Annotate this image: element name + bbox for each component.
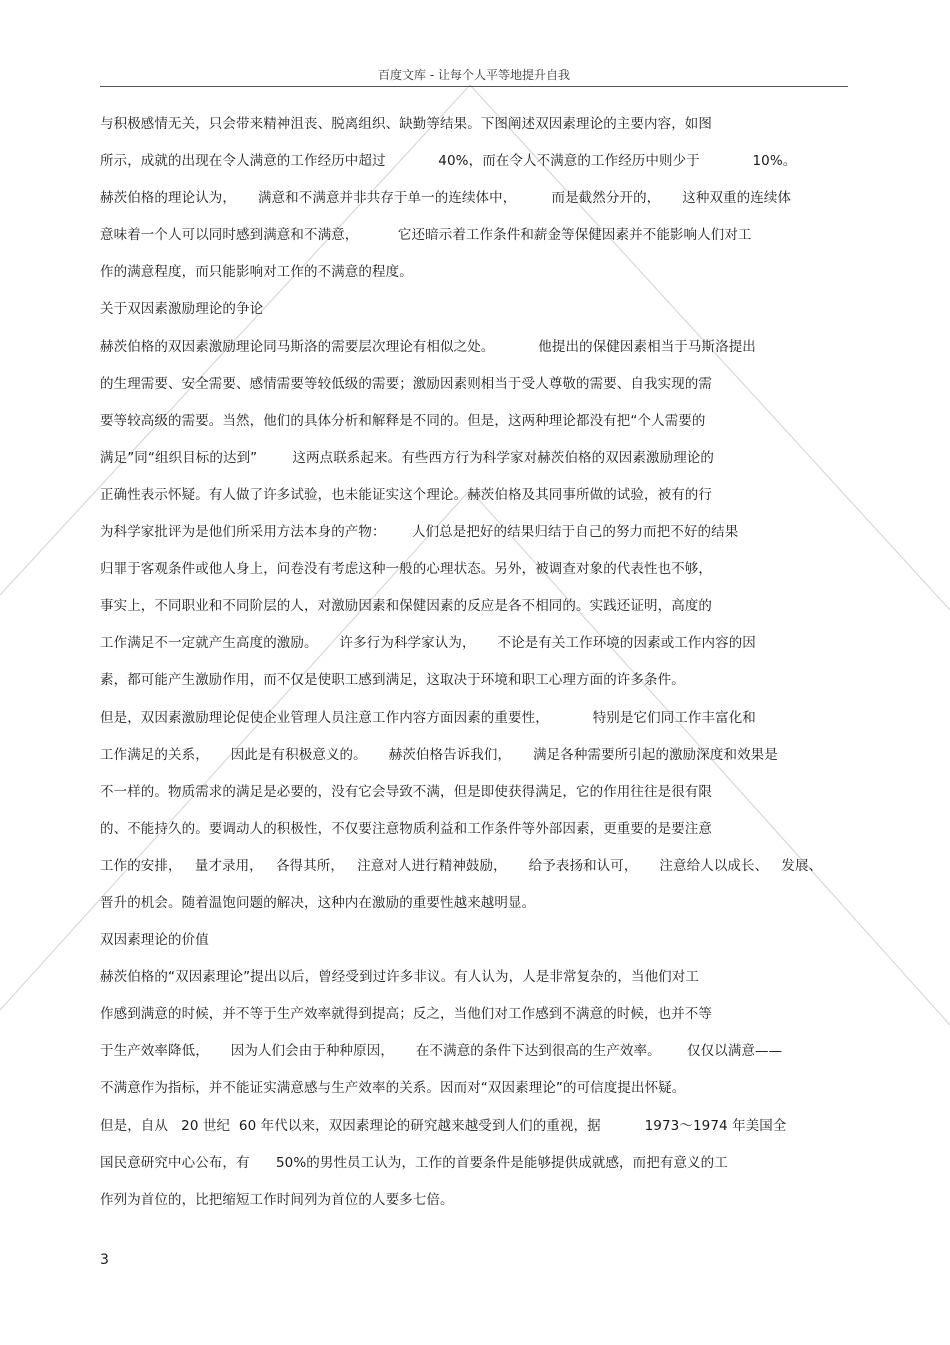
text-line: 正确性表示怀疑。有人做了许多试验，也未能证实这个理论。赫茨伯格及其同事所做的试验，被有的行 [100, 486, 712, 503]
text-line: 但是，双因素激励理论促使企业管理人员注意工作内容方面因素的重要性， 特别是它们同工作丰富化和 [100, 709, 756, 726]
text-line: 作感到满意的时候，并不等于生产效率就得到提高；反之，当他们对工作感到不满意的时候，也并不等 [100, 1006, 712, 1023]
document-body [100, 112, 860, 1225]
section-heading: 关于双因素激励理论的争论 [100, 301, 264, 318]
text-line: 要等较高级的需要。当然，他们的具体分析和解释是不同的。但是，这两种理论都没有把“个人需要的 [100, 412, 706, 429]
page-header: 百度文库 - 让每个人平等地提升自我 [378, 68, 570, 82]
text-line: 不满意作为指标，并不能证实满意感与生产效率的关系。因而对“双因素理论”的可信度提出怀疑。 [100, 1080, 686, 1097]
text-line: 赫茨伯格的“双因素理论”提出以后，曾经受到过许多非议。有人认为，人是非常复杂的，当他们对工 [100, 969, 699, 986]
text-line: 所示，成就的出现在令人满意的工作经历中超过 40%，而在令人不满意的工作经历中则少于 10%。 [100, 153, 797, 170]
text-line: 工作满足的关系， 因此是有积极意义的。 赫茨伯格告诉我们， 满足各种需要所引起的激励深度和效果是 [100, 746, 778, 763]
text-line: 工作满足不一定就产生高度的激励。 许多行为科学家认为， 不论是有关工作环境的因素或工作内容的因 [100, 635, 756, 652]
text-line: 归罪于客观条件或他人身上，问卷没有考虑这种一般的心理状态。另外，被调查对象的代表性也不够， [100, 561, 712, 578]
text-line: 事实上，不同职业和不同阶层的人，对激励因素和保健因素的反应是各不相同的。实践还证明，高度的 [100, 598, 712, 615]
text-line: 作的满意程度，而只能影响对工作的不满意的程度。 [100, 264, 413, 281]
text-line: 的生理需要、安全需要、感情需要等较低级的需要；激励因素则相当于受人尊敬的需要、自我实现的需 [100, 375, 712, 392]
text-line: 赫茨伯格的双因素激励理论同马斯洛的需要层次理论有相似之处。 他提出的保健因素相当于马斯洛提出 [100, 338, 756, 355]
section-heading: 双因素理论的价值 [100, 932, 209, 949]
header-divider [100, 86, 848, 87]
text-line: 意味着一个人可以同时感到满意和不满意， 它还暗示着工作条件和薪金等保健因素并不能影响人们对工 [100, 227, 752, 244]
text-line: 作列为首位的，比把缩短工作时间列为首位的人要多七倍。 [100, 1191, 454, 1208]
text-line: 但是，自从 20 世纪 60 年代以来，双因素理论的研究越来越受到人们的重视，据 1973～1974 年美国全 [100, 1117, 787, 1134]
text-line: 为科学家批评为是他们所采用方法本身的产物： 人们总是把好的结果归结于自己的努力而把不好的结果 [100, 524, 739, 541]
text-line: 赫茨伯格的理论认为， 满意和不满意并非共存于单一的连续体中， 而是截然分开的， 这种双重的连续体 [100, 190, 792, 207]
text-line: 满足”同“组织目标的达到” 这两点联系起来。有些西方行为科学家对赫茨伯格的双因素激励理论的 [100, 449, 715, 466]
text-line: 不一样的。物质需求的满足是必要的，没有它会导致不满，但是即使获得满足，它的作用往往是很有限 [100, 783, 712, 800]
text-line: 晋升的机会。随着温饱问题的解决，这种内在激励的重要性越来越明显。 [100, 894, 536, 911]
page-number: 3 [100, 1252, 109, 1268]
text-line: 于生产效率降低， 因为人们会由于种种原因， 在不满意的条件下达到很高的生产效率。 仅仅以满意—— [100, 1043, 783, 1060]
text-line: 的、不能持久的。要调动人的积极性，不仅要注意物质利益和工作条件等外部因素，更重要的是要注意 [100, 820, 712, 837]
text-line: 国民意研究中心公布，有 50%的男性员工认为，工作的首要条件是能够提供成就感，而把有意义的工 [100, 1154, 728, 1171]
text-line: 素，都可能产生激励作用，而不仅是使职工感到满足，这取决于环境和职工心理方面的许多条件。 [100, 672, 685, 689]
text-line: 工作的安排， 量才录用， 各得其所， 注意对人进行精神鼓励， 给予表扬和认可， 注意给人以成长、 发展、 [100, 857, 823, 874]
text-line: 与积极感情无关，只会带来精神沮丧、脱离组织、缺勤等结果。下图阐述双因素理论的主要内容，如图 [100, 116, 712, 132]
